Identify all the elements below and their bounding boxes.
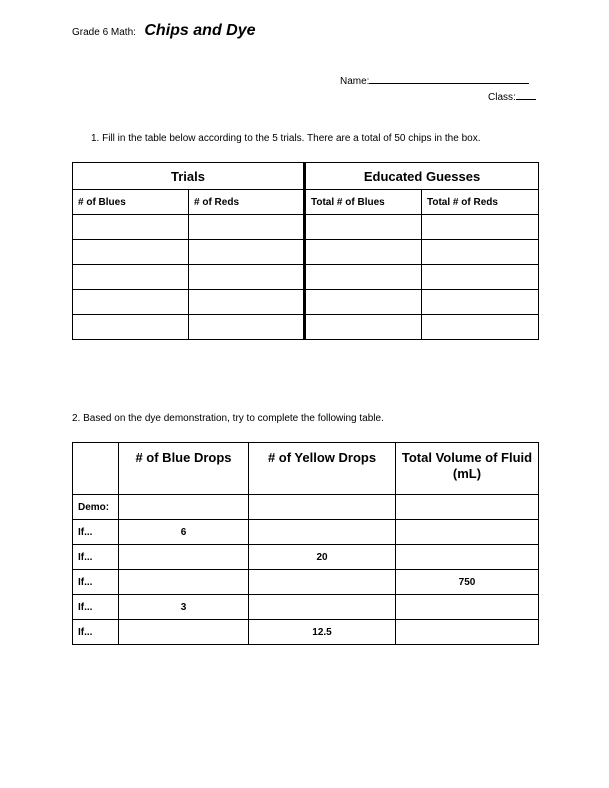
- answer-cell[interactable]: [249, 495, 396, 520]
- class-field[interactable]: [488, 89, 536, 103]
- answer-cell[interactable]: [189, 315, 305, 340]
- table-row: [73, 570, 539, 595]
- row-label: Demo:: [73, 495, 119, 520]
- row-label: If...: [73, 545, 119, 570]
- course-label: Grade 6 Math:: [72, 27, 136, 38]
- answer-cell[interactable]: [396, 620, 539, 645]
- answer-cell[interactable]: 12.5: [249, 620, 396, 645]
- column-header: Total # of Reds: [422, 190, 539, 215]
- table-header-row: [73, 190, 539, 215]
- answer-cell[interactable]: [396, 545, 539, 570]
- answer-cell[interactable]: [249, 570, 396, 595]
- answer-cell[interactable]: [305, 265, 422, 290]
- answer-cell[interactable]: [73, 290, 189, 315]
- worksheet-header: [72, 22, 256, 40]
- answer-cell[interactable]: [396, 520, 539, 545]
- row-label: If...: [73, 620, 119, 645]
- table-header-row: [73, 163, 539, 190]
- dye-table: [72, 442, 539, 645]
- table-row: [73, 545, 539, 570]
- answer-cell[interactable]: [73, 215, 189, 240]
- column-header: Total Volume of Fluid (mL): [396, 443, 539, 495]
- column-header: # of Blues: [73, 190, 189, 215]
- answer-cell[interactable]: [305, 290, 422, 315]
- answer-cell[interactable]: [189, 240, 305, 265]
- answer-cell[interactable]: [305, 240, 422, 265]
- answer-cell[interactable]: [73, 315, 189, 340]
- answer-cell[interactable]: [73, 240, 189, 265]
- question-2-instruction: 2. Based on the dye demonstration, try to complete the following table.: [72, 413, 384, 424]
- answer-cell[interactable]: 20: [249, 545, 396, 570]
- name-label: Name:: [340, 76, 370, 87]
- answer-cell[interactable]: [73, 265, 189, 290]
- row-label: If...: [73, 595, 119, 620]
- table-header-row: [73, 443, 539, 495]
- answer-cell[interactable]: [119, 495, 249, 520]
- table-row: [73, 620, 539, 645]
- class-label: Class:: [488, 92, 516, 103]
- name-field[interactable]: [340, 73, 529, 87]
- answer-cell[interactable]: [189, 265, 305, 290]
- answer-cell[interactable]: [249, 595, 396, 620]
- answer-cell[interactable]: [305, 215, 422, 240]
- trials-table: [72, 162, 539, 340]
- table-row: [73, 265, 539, 290]
- column-header: Total # of Blues: [305, 190, 422, 215]
- table-row: [73, 495, 539, 520]
- answer-cell[interactable]: [422, 315, 539, 340]
- group-header-trials: Trials: [73, 163, 305, 190]
- table-row: [73, 290, 539, 315]
- answer-cell[interactable]: [119, 620, 249, 645]
- answer-cell[interactable]: 3: [119, 595, 249, 620]
- answer-cell[interactable]: 750: [396, 570, 539, 595]
- answer-cell[interactable]: [249, 520, 396, 545]
- answer-cell[interactable]: [189, 290, 305, 315]
- table-row: [73, 315, 539, 340]
- table-row: [73, 240, 539, 265]
- column-header: # of Yellow Drops: [249, 443, 396, 495]
- answer-cell[interactable]: [189, 215, 305, 240]
- worksheet-title: Chips and Dye: [144, 22, 256, 39]
- answer-cell[interactable]: [422, 215, 539, 240]
- answer-cell[interactable]: [119, 570, 249, 595]
- answer-cell[interactable]: [396, 495, 539, 520]
- group-header-educated-guesses: Educated Guesses: [305, 163, 539, 190]
- table-row: [73, 215, 539, 240]
- answer-cell[interactable]: [422, 290, 539, 315]
- column-header: # of Reds: [189, 190, 305, 215]
- row-label: If...: [73, 520, 119, 545]
- answer-cell[interactable]: [119, 545, 249, 570]
- answer-cell[interactable]: [422, 265, 539, 290]
- answer-cell[interactable]: [422, 240, 539, 265]
- question-1-instruction: 1. Fill in the table below according to the 5 trials. There are a total of 50 chips in the box.: [91, 133, 481, 144]
- column-header: [73, 443, 119, 495]
- table-row: [73, 520, 539, 545]
- name-blank[interactable]: [369, 73, 529, 84]
- column-header: # of Blue Drops: [119, 443, 249, 495]
- answer-cell[interactable]: [396, 595, 539, 620]
- table-row: [73, 595, 539, 620]
- answer-cell[interactable]: [305, 315, 422, 340]
- row-label: If...: [73, 570, 119, 595]
- class-blank[interactable]: [516, 89, 536, 100]
- answer-cell[interactable]: 6: [119, 520, 249, 545]
